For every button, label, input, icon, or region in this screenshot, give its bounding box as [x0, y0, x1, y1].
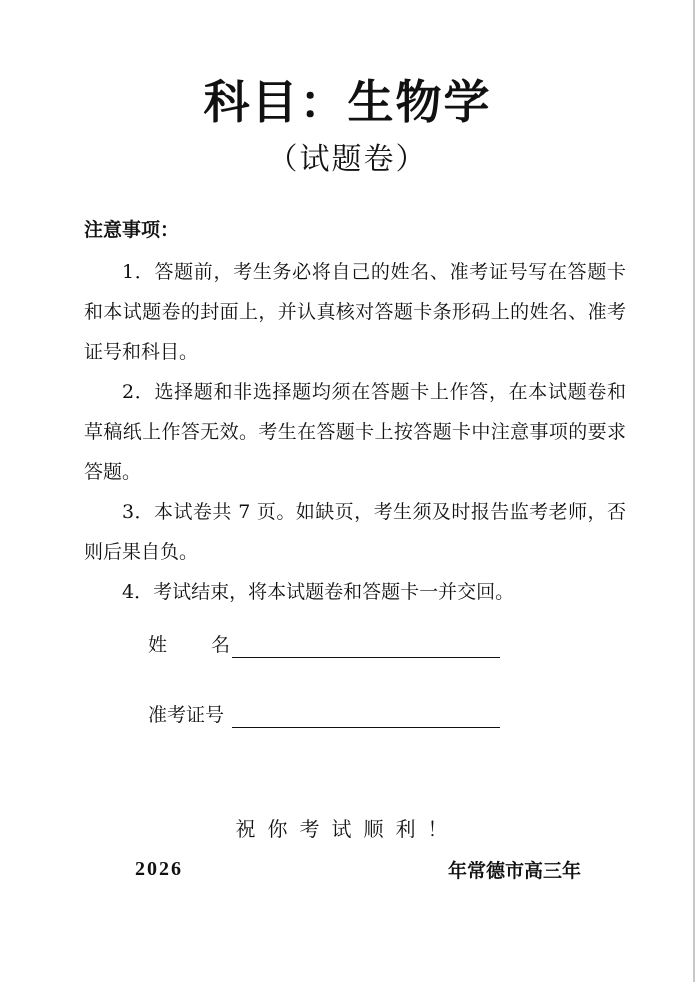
ticket-label: 准考证号	[148, 704, 225, 726]
good-luck-message: 祝你考试顺利！	[235, 817, 460, 841]
page-subtitle: （试题卷）	[267, 142, 428, 177]
footer-organization: 年常德市高三年	[448, 860, 582, 882]
page-title: 科目：生物学	[203, 75, 492, 129]
notice-item-1: 1．答题前，考生务必将自己的姓名、准考证号写在答题卡和本试题卷的封面上，并认真核对答题卡条形码上的姓名、准考证号和科目。	[84, 261, 626, 363]
name-input-line	[232, 637, 500, 658]
notice-item-2: 2．选择题和非选择题均须在答题卡上作答，在本试题卷和草稿纸上作答无效。考生在答题卡上按答题卡中注意事项的要求答题。	[84, 381, 626, 483]
notice-item-4: 4．考试结束，将本试题卷和答题卡一并交回。	[122, 581, 515, 603]
notice-list	[84, 252, 626, 612]
notice-item-3: 3．本试卷共 7 页。如缺页，考生须及时报告监考老师，否则后果自负。	[84, 501, 626, 563]
notice-heading: 注意事项：	[84, 219, 180, 241]
ticket-field-row	[148, 702, 500, 728]
footer-year: 2026	[135, 858, 183, 880]
name-label: 姓名	[148, 634, 275, 656]
name-field-row	[148, 632, 500, 658]
ticket-input-line	[232, 707, 500, 728]
